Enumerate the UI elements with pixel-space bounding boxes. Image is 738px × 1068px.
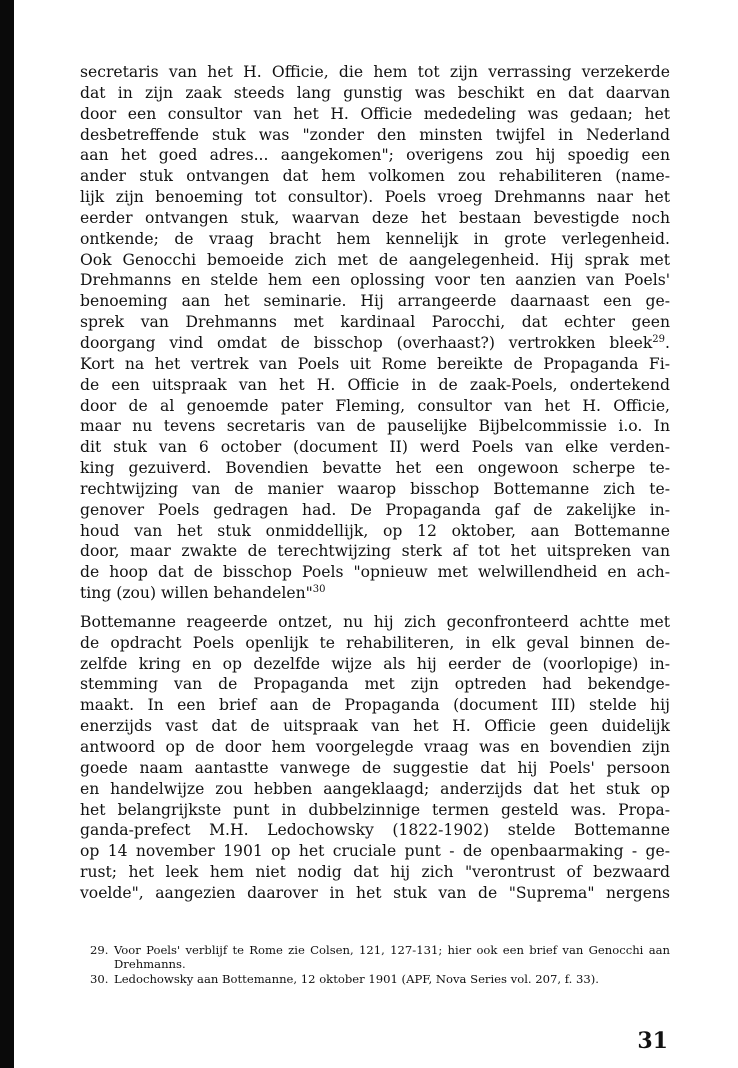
page-number: 31	[637, 1028, 668, 1054]
footnote-ref-30[interactable]: 30	[312, 583, 326, 595]
footnote-ref-29[interactable]: 29	[652, 333, 666, 345]
text-line: Drehmanns en stelde hem een oplossing voor ten aanzien van Poels'	[80, 271, 670, 290]
text-line: ontkende; de vraag bracht hem kennelijk in grote verlegenheid.	[80, 229, 670, 248]
text-line: de een uitspraak van het H. Officie in de zaak-Poels, ondertekend	[80, 375, 670, 394]
text-line: genover Poels gedragen had. De Propaganda gaf de zakelijke in-	[80, 500, 670, 519]
footnote-text: Ledochowsky aan Bottemanne, 12 oktober 1901 (APF, Nova Series vol. 207, f. 33).	[114, 972, 599, 986]
scan-binding-edge	[0, 0, 14, 1068]
footnotes	[90, 944, 670, 989]
page-body	[80, 62, 670, 912]
text-line: Ook Genocchi bemoeide zich met de aangelegenheid. Hij sprak met	[80, 250, 670, 269]
text-line: lijk zijn benoeming tot consultor). Poels vroeg Drehmanns naar het	[80, 188, 670, 207]
text-line: goede naam aantastte vanwege de suggestie dat hij Poels' persoon	[80, 758, 670, 777]
text-line: door een consultor van het H. Officie mededeling was gedaan; het	[80, 104, 670, 123]
text-line-with-footnote-ref	[80, 583, 670, 604]
text-line: de hoop dat de bisschop Poels "opnieuw met welwillendheid en ach-	[80, 563, 670, 582]
text-line: voelde", aangezien daarover in het stuk van de "Suprema" nergens	[80, 883, 670, 902]
text-line: Kort na het vertrek van Poels uit Rome bereikte de Propaganda Fi-	[80, 354, 670, 373]
text-line: ander stuk ontvangen dat hem volkomen zou rehabiliteren (name-	[80, 167, 670, 186]
text-line: aan het goed adres... aangekomen"; overigens zou hij spoedig een	[80, 146, 670, 165]
text-line-with-footnote-ref: doorgang vind omdat de bisschop (overhaast?) vertrokken bleek$^{29}$.	[80, 333, 670, 352]
text-line: rust; het leek hem niet nodig dat hij zich "verontrust of bezwaard	[80, 863, 670, 882]
paragraph-2	[80, 612, 670, 904]
text-line: ting (zou) willen behandelen"	[80, 584, 313, 603]
text-line: het belangrijkste punt in dubbelzinnige termen gesteld was. Propa-	[80, 800, 670, 819]
paragraph-1	[80, 62, 670, 604]
text-line: door de al genoemde pater Fleming, consultor van het H. Officie,	[80, 396, 670, 415]
text-line: sprek van Drehmanns met kardinaal Parocchi, dat echter geen	[80, 313, 670, 332]
text-line: eerder ontvangen stuk, waarvan deze het bestaan bevestigde noch	[80, 208, 670, 227]
footnote-number: 30.	[90, 972, 109, 986]
footnote-29	[90, 944, 670, 971]
text-line: Bottemanne reageerde ontzet, nu hij zich geconfronteerd achtte met	[80, 612, 670, 631]
text-line: secretaris van het H. Officie, die hem tot zijn verrassing verzekerde	[80, 63, 670, 81]
text-line: de opdracht Poels openlijk te rehabiliteren, in elk geval binnen de-	[80, 633, 670, 652]
text-line: dit stuk van 6 october (document II) werd Poels van elke verden-	[80, 438, 670, 457]
text-line: zelfde kring en op dezelfde wijze als hij eerder de (voorlopige) in-	[80, 654, 670, 673]
text-line: houd van het stuk onmiddellijk, op 12 oktober, aan Bottemanne	[80, 521, 670, 540]
text-line: dat in zijn zaak steeds lang gunstig was beschikt en dat daarvan	[80, 83, 670, 102]
text-line: antwoord op de door hem voorgelegde vraag was en bovendien zijn	[80, 738, 670, 756]
text-line: op 14 november 1901 op het cruciale punt - de openbaarmaking - ge-	[80, 842, 670, 861]
text-line: enerzijds vast dat de uitspraak van het H. Officie geen duidelijk	[80, 717, 670, 736]
text-line: maakt. In een brief aan de Propaganda (document III) stelde hij	[80, 696, 670, 715]
footnote-30	[90, 973, 670, 987]
text-line: en handelwijze zou hebben aangeklaagd; anderzijds dat het stuk op	[80, 779, 670, 798]
text-line: door, maar zwakte de terechtwijzing sterk af tot het uitspreken van	[80, 542, 670, 561]
text-line: doorgang vind omdat de bisschop (overhaast?) vertrokken bleek	[80, 333, 653, 352]
text-line: king gezuiverd. Bovendien bevatte het een ongewoon scherpe te-	[80, 459, 670, 478]
text-line: benoeming aan het seminarie. Hij arrangeerde daarnaast een ge-	[80, 292, 670, 311]
text-line: stemming van de Propaganda met zijn optreden had bekendge-	[80, 675, 670, 694]
text-line: rechtwijzing van de manier waarop bisschop Bottemanne zich te-	[80, 479, 670, 498]
text-line: maar nu tevens secretaris van de pauselijke Bijbelcommissie i.o. In	[80, 417, 670, 436]
text-line: desbetreffende stuk was "zonder den minsten twijfel in Nederland	[80, 125, 670, 144]
text-line: ganda-prefect M.H. Ledochowsky (1822-1902) stelde Bottemanne	[80, 821, 670, 840]
footnote-text: Voor Poels' verblijf te Rome zie Colsen, 121, 127-131; hier ook een brief van Genocchi aan Drehmanns.	[114, 943, 670, 971]
footnote-number: 29.	[90, 943, 109, 957]
